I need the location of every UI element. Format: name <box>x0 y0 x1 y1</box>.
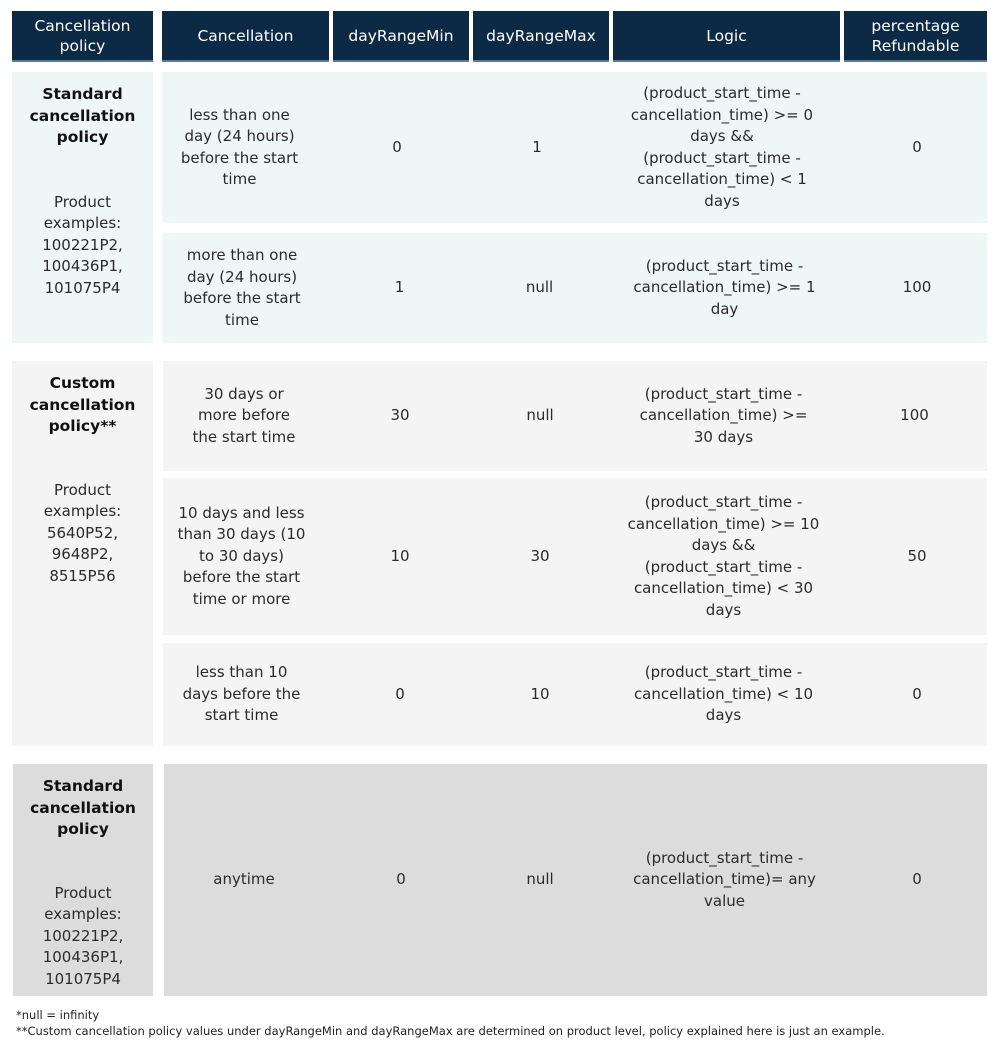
row-cancellation: less than one day (24 hours) before the start time <box>162 72 317 223</box>
row-percentage-refundable: 100 <box>847 233 987 343</box>
row-percentage-refundable: 0 <box>847 764 987 996</box>
row-day-range-min: 0 <box>320 643 480 746</box>
policy-cell-standard-anytime <box>13 764 153 996</box>
policy-name: Standard cancellation policy <box>30 777 136 838</box>
row-day-range-max: 10 <box>480 643 600 746</box>
row-day-range-min: 0 <box>324 764 478 996</box>
row-cancellation: anytime <box>164 764 324 996</box>
row-percentage-refundable: 50 <box>847 478 987 635</box>
header-percentage-refundable: percentage Refundable <box>844 11 987 62</box>
policy-cell-standard <box>12 72 153 343</box>
row-logic: (product_start_time - cancellation_time) >= 1 day <box>602 233 847 343</box>
row-logic: (product_start_time - cancellation_time) >= 0 days && (product_start_time - cancellation_time) < 1 days <box>597 72 847 223</box>
row-logic: (product_start_time - cancellation_time) >= 30 days <box>605 361 842 471</box>
row-day-range-min: 1 <box>322 233 477 343</box>
policy-name: Standard cancellation policy <box>29 85 136 146</box>
row-day-range-max: null <box>478 764 602 996</box>
policy-name: Custom cancellation policy** <box>29 374 136 435</box>
footnote-custom: **Custom cancellation policy values under dayRangeMin and dayRangeMax are determined on product level, policy explained here is just an example. <box>16 1024 885 1038</box>
row-day-range-max: null <box>477 233 602 343</box>
row-day-range-max: 1 <box>477 72 597 223</box>
row-percentage-refundable: 0 <box>847 72 987 223</box>
row-logic: (product_start_time - cancellation_time) >= 10 days && (product_start_time - cancellation_time) < 30 days <box>600 478 847 635</box>
header-cancellation-policy: Cancellation policy <box>12 11 153 62</box>
row-percentage-refundable: 0 <box>847 643 987 746</box>
header-day-range-min: dayRangeMin <box>333 11 469 62</box>
header-cancellation: Cancellation <box>162 11 329 62</box>
row-cancellation: more than one day (24 hours) before the start time <box>162 233 322 343</box>
product-examples: Product examples: 100221P2, 100436P1, 101075P4 <box>42 883 124 988</box>
row-cancellation: less than 10 days before the start time <box>163 643 320 746</box>
row-percentage-refundable: 100 <box>842 361 987 471</box>
product-examples: Product examples: 100221P2, 100436P1, 101075P4 <box>42 192 123 297</box>
row-cancellation: 10 days and less than 30 days (10 to 30 days) before the start time or more <box>163 478 320 635</box>
header-day-range-max: dayRangeMax <box>473 11 609 62</box>
row-logic: (product_start_time - cancellation_time) < 10 days <box>600 643 847 746</box>
row-day-range-min: 0 <box>317 72 477 223</box>
policy-cell-custom <box>12 361 153 746</box>
row-day-range-min: 10 <box>320 478 480 635</box>
row-day-range-max: null <box>475 361 605 471</box>
header-logic: Logic <box>613 11 840 62</box>
row-day-range-max: 30 <box>480 478 600 635</box>
product-examples: Product examples: 5640P52, 9648P2, 8515P56 <box>43 480 122 585</box>
footnote-null: *null = infinity <box>16 1008 100 1022</box>
row-logic: (product_start_time - cancellation_time)= any value <box>602 764 847 996</box>
row-day-range-min: 30 <box>325 361 475 471</box>
row-cancellation: 30 days or more before the start time <box>163 361 325 471</box>
